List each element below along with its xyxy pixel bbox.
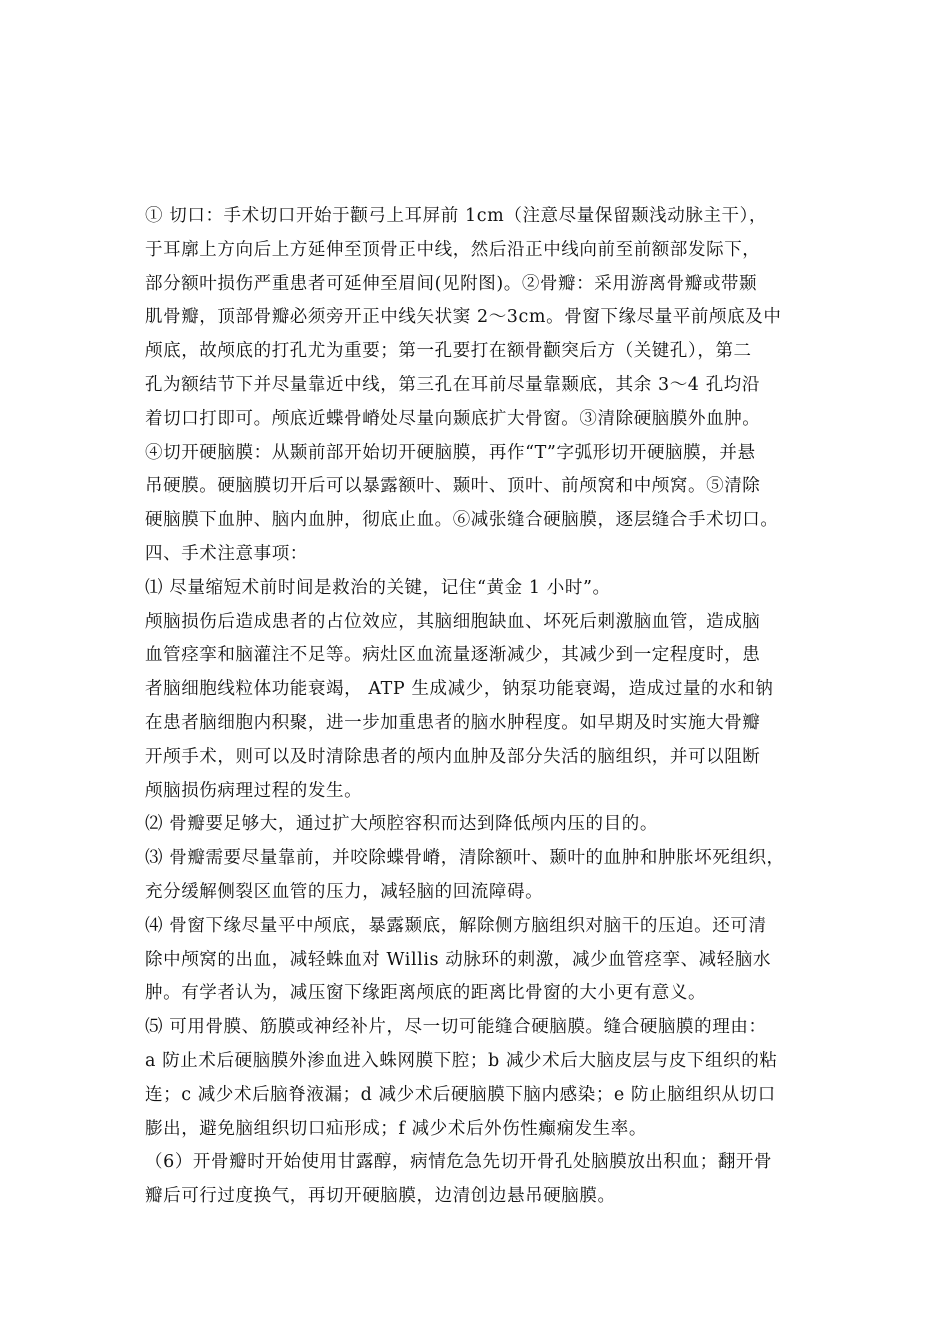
text-line: 除中颅窝的出血，减轻蛛血对 Willis 动脉环的刺激，减少血管痉挛、减轻脑水	[145, 949, 772, 970]
text-line: ⑶ 骨瓣需要尽量靠前，并咬除蝶骨嵴，清除额叶、颞叶的血肿和肿胀坏死组织，	[145, 848, 785, 869]
note-1-explanation	[145, 606, 815, 809]
note-6	[145, 1146, 815, 1214]
note-2	[145, 808, 815, 842]
text-line: 孔为额结节下并尽量靠近中线，第三孔在耳前尽量靠颞底，其余 3～4 孔均沿	[145, 374, 760, 395]
document-page	[145, 200, 815, 1214]
surgery-steps-paragraph	[145, 200, 815, 538]
text-line: 膨出，避免脑组织切口疝形成；f 减少术后外伤性癫痫发生率。	[145, 1118, 647, 1139]
heading-line: 四、手术注意事项：	[145, 543, 308, 564]
text-line: 在患者脑细胞内积聚，进一步加重患者的脑水肿程度。如早期及时实施大骨瓣	[145, 712, 761, 733]
text-line: 于耳廓上方向后上方延伸至顶骨正中线，然后沿正中线向前至前额部发际下，	[145, 239, 761, 260]
text-line: （6）开骨瓣时开始使用甘露醇，病情危急先切开骨孔处脑膜放出积血；翻开骨	[145, 1152, 773, 1173]
text-line: 血管痉挛和脑灌注不足等。病灶区血流量逐渐减少，其减少到一定程度时，患	[145, 645, 761, 666]
text-line: 硬脑膜下血肿、脑内血肿，彻底止血。⑥减张缝合硬脑膜，逐层缝合手术切口。	[145, 510, 779, 531]
text-line: 连；c 减少术后脑脊液漏；d 减少术后硬脑膜下脑内感染；e 防止脑组织从切口	[145, 1084, 776, 1105]
text-line: 着切口打即可。颅底近蝶骨嵴处尽量向颞底扩大骨窗。③清除硬脑膜外血肿。	[145, 408, 761, 429]
text-line: 开颅手术，则可以及时清除患者的颅内血肿及部分失活的脑组织，并可以阻断	[145, 746, 761, 767]
text-line: 颅底，故颅底的打孔尤为重要；第一孔要打在额骨颧突后方（关键孔），第二	[145, 341, 752, 362]
text-line: 吊硬膜。硬脑膜切开后可以暴露额叶、颞叶、顶叶、前颅窝和中颅窝。⑤清除	[145, 476, 761, 497]
note-4	[145, 910, 815, 1011]
text-line: 充分缓解侧裂区血管的压力，减轻脑的回流障碍。	[145, 881, 544, 902]
text-line: 肌骨瓣，顶部骨瓣必须旁开正中线矢状窦 2～3cm。骨窗下缘尽量平前颅底及中	[145, 307, 782, 328]
text-line: ① 切口：手术切口开始于颧弓上耳屏前 1cm（注意尽量保留颞浅动脉主干），	[145, 206, 768, 226]
text-line: 部分额叶损伤严重患者可延伸至眉间(见附图)。②骨瓣：采用游离骨瓣或带颞	[145, 273, 758, 294]
section-heading	[145, 538, 815, 572]
text-line: 颅脑损伤后造成患者的占位效应，其脑细胞缺血、坏死后刺激脑血管，造成脑	[145, 611, 761, 632]
text-line: ⑵ 骨瓣要足够大，通过扩大颅腔容积而达到降低颅内压的目的。	[145, 814, 658, 835]
note-5	[145, 1011, 815, 1146]
text-line: ⑴ 尽量缩短术前时间是救治的关键，记住“黄金 1 小时”。	[145, 577, 611, 598]
text-line: 瓣后可行过度换气，再切开硬脑膜，边清创边悬吊硬脑膜。	[145, 1186, 616, 1207]
note-3	[145, 842, 815, 910]
text-line: ④切开硬脑膜：从颞前部开始切开硬脑膜，再作“T”字弧形切开硬脑膜，并悬	[145, 442, 756, 463]
text-line: 者脑细胞线粒体功能衰竭， ATP 生成减少，钠泵功能衰竭，造成过量的水和钠	[145, 679, 774, 700]
text-line: 颅脑损伤病理过程的发生。	[145, 780, 363, 801]
note-1	[145, 572, 815, 606]
text-line: ⑸ 可用骨膜、筋膜或神经补片，尽一切可能缝合硬脑膜。缝合硬脑膜的理由：	[145, 1017, 767, 1038]
text-line: 肿。有学者认为，减压窗下缘距离颅底的距离比骨窗的大小更有意义。	[145, 983, 707, 1004]
text-line: a 防止术后硬脑膜外渗血进入蛛网膜下腔；b 减少术后大脑皮层与皮下组织的粘	[145, 1050, 778, 1071]
text-line: ⑷ 骨窗下缘尽量平中颅底，暴露颞底，解除侧方脑组织对脑干的压迫。还可清	[145, 915, 767, 936]
